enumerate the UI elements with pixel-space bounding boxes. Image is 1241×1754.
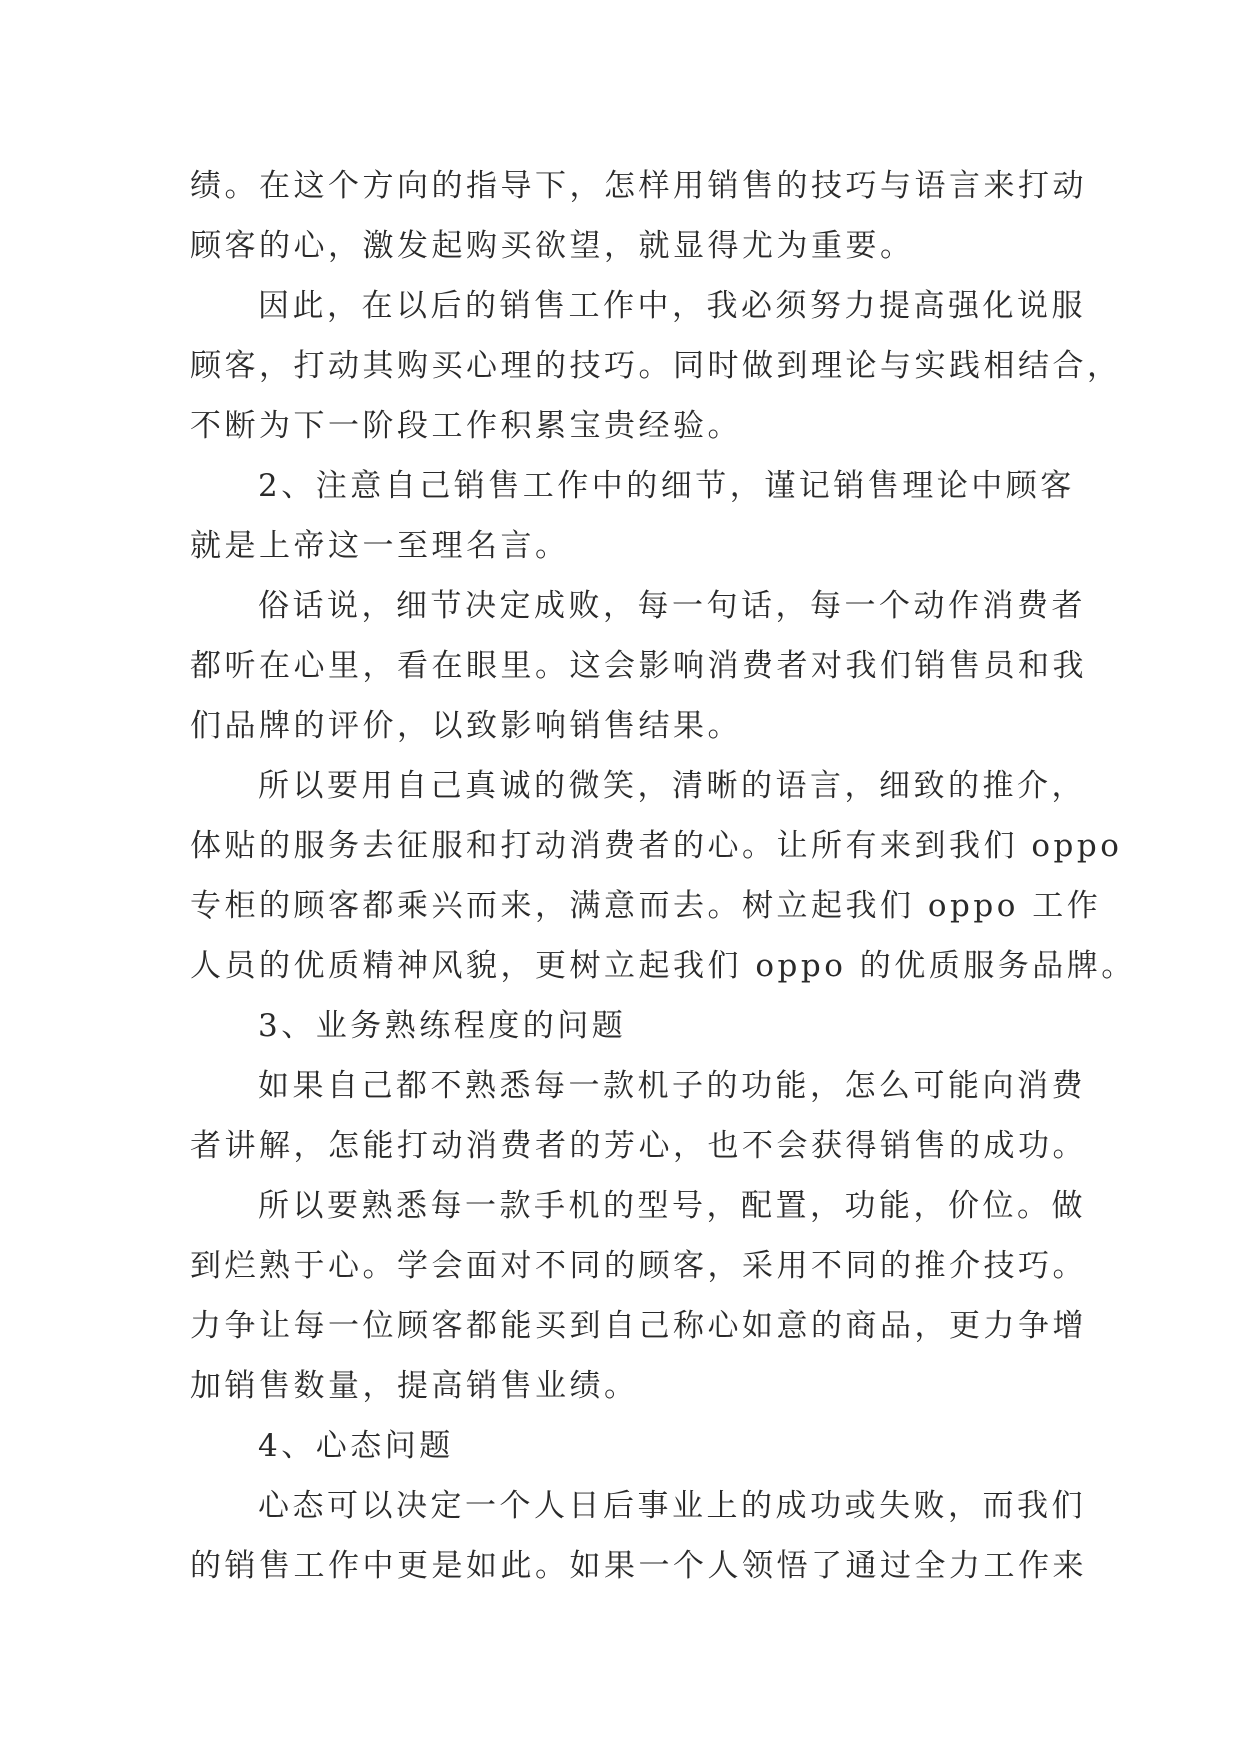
- text-line: 4、心态问题: [258, 1428, 454, 1464]
- text-line: 顾客的心，激发起购买欲望，就显得尤为重要。: [190, 228, 915, 264]
- text-line: 力争让每一位顾客都能买到自己称心如意的商品，更力争增: [190, 1308, 1087, 1344]
- text-line: 都听在心里，看在眼里。这会影响消费者对我们销售员和我: [190, 648, 1087, 684]
- text-line: 到烂熟于心。学会面对不同的顾客，采用不同的推介技巧。: [190, 1248, 1087, 1284]
- text-line: 者讲解，怎能打动消费者的芳心，也不会获得销售的成功。: [190, 1128, 1087, 1164]
- text-line: 就是上帝这一至理名言。: [190, 528, 570, 564]
- text-line: 绩。在这个方向的指导下，怎样用销售的技巧与语言来打动: [190, 168, 1087, 204]
- text-line: 心态可以决定一个人日后事业上的成功或失败，而我们: [258, 1488, 1086, 1524]
- text-line: 顾客，打动其购买心理的技巧。同时做到理论与实践相结合，: [190, 348, 1122, 384]
- text-line: 人员的优质精神风貌，更树立起我们 oppo 的优质服务品牌。: [190, 948, 1136, 984]
- text-line: 因此，在以后的销售工作中，我必须努力提高强化说服: [258, 288, 1086, 324]
- text-line: 2、注意自己销售工作中的细节，谨记销售理论中顾客: [258, 468, 1075, 504]
- text-line: 的销售工作中更是如此。如果一个人领悟了通过全力工作来: [190, 1548, 1087, 1584]
- text-line: 所以要用自己真诚的微笑，清晰的语言，细致的推介，: [258, 768, 1086, 804]
- text-line: 专柜的顾客都乘兴而来，满意而去。树立起我们 oppo 工作: [190, 888, 1102, 924]
- text-line: 不断为下一阶段工作积累宝贵经验。: [190, 408, 742, 444]
- text-line: 所以要熟悉每一款手机的型号，配置，功能，价位。做: [258, 1188, 1086, 1224]
- text-line: 如果自己都不熟悉每一款机子的功能，怎么可能向消费: [258, 1068, 1086, 1104]
- text-line: 加销售数量，提高销售业绩。: [190, 1368, 639, 1404]
- text-line: 们品牌的评价，以致影响销售结果。: [190, 708, 742, 744]
- body-text: [190, 156, 1136, 1596]
- text-line: 体贴的服务去征服和打动消费者的心。让所有来到我们 oppo: [190, 828, 1123, 864]
- text-line: 3、业务熟练程度的问题: [258, 1008, 627, 1044]
- text-line: 俗话说，细节决定成败，每一句话，每一个动作消费者: [258, 588, 1086, 624]
